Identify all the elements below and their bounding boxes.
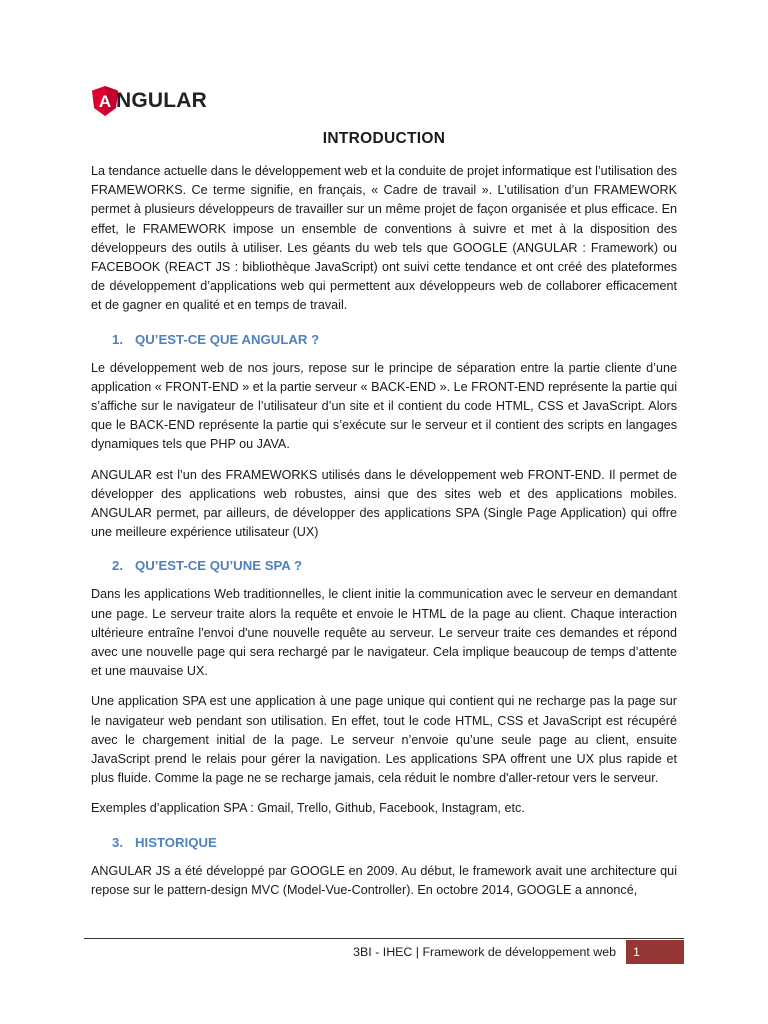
paragraph: Exemples d’application SPA : Gmail, Trello, Github, Facebook, Instagram, etc. bbox=[91, 801, 525, 816]
svg-text:A: A bbox=[98, 92, 112, 111]
section-heading-3: 3. HISTORIQUE bbox=[112, 834, 217, 850]
paragraph: Dans les applications Web traditionnelles, le client initie la communication avec le serveur en demandant une page. Le serveur traite alors la requête et envoie le HTML de la page au client. Chaque interaction ultérieure entraîne l'envoi d'une nouvelle requête au serveur. Le serveur traite ces demandes et répond avec une nouvelle page qui sera rechargé par le navigateur. Cela implique beaucoup de temps d’attente et une mauvaise UX. bbox=[91, 587, 677, 679]
footer-divider bbox=[84, 938, 684, 939]
page-footer bbox=[353, 940, 684, 964]
paragraph: Le développement web de nos jours, repose sur le principe de séparation entre la partie cliente d’une application « FRONT-END » et la partie serveur « BACK-END ». Le FRONT-END représente la partie qui s’affiche sur le navigateur de l’utilisateur d’un site et il contient du code HTML, CSS et JavaScript. Alors que le BACK-END représente la partie qui s’exécute sur le serveur et il contient des scripts en langages dynamiques tels que PHP ou JAVA. bbox=[91, 360, 677, 452]
section-heading-1: 1. QU’EST-CE QUE ANGULAR ? bbox=[112, 331, 320, 347]
footer-text: 3BI - IHEC | Framework de développement web bbox=[353, 945, 616, 959]
document-body bbox=[91, 128, 677, 911]
angular-shield-icon bbox=[92, 86, 118, 116]
page-number: 1 bbox=[626, 940, 684, 964]
page-title: INTRODUCTION bbox=[322, 130, 446, 147]
paragraph: Une application SPA est une application à une page unique qui contient qui ne recharge pas la page sur le navigateur web pendant son utilisation. En effet, tout le code HTML, CSS et JavaScript est récupéré avec le chargement initial de la page. Le serveur n’envoie qu’une seule page au client, ensuite JavaScript prend le relais pour gérer la navigation. Les applications SPA offrent une UX plus rapide et plus fluide. Comme la page ne se recharge jamais, cela réduit le nombre d'aller-retour vers le serveur. bbox=[91, 694, 677, 786]
angular-logo bbox=[92, 86, 207, 116]
paragraph: ANGULAR JS a été développé par GOOGLE en 2009. Au début, le framework avait une architecture qui repose sur le pattern-design MVC (Model-Vue-Controller). En octobre 2014, GOOGLE a annoncé, bbox=[91, 863, 677, 897]
paragraph: ANGULAR est l’un des FRAMEWORKS utilisés dans le développement web FRONT-END. Il permet de développer des applications web robustes, ainsi que des sites web et des applications mobiles. ANGULAR permet, par ailleurs, de développer des applications SPA (Single Page Application) qui offre une meilleure expérience utilisateur (UX) bbox=[91, 467, 677, 540]
intro-paragraph: La tendance actuelle dans le développement web et la conduite de projet informatique est l’utilisation des FRAMEWORKS. Ce terme signifie, en français, « Cadre de travail ». L’utilisation d’un FRAMEWORK permet à plusieurs développeurs de travailler sur un même projet de façon organisée et plus efficace. En effet, le FRAMEWORK impose un ensemble de conventions à suivre et met à la disposition des développeurs des outils à utiliser. Les géants du web tels que GOOGLE (ANGULAR : Framework) ou FACEBOOK (REACT JS : bibliothèque JavaScript) ont suivi cette tendance et ont créé des plateformes de développement d’applications web qui permettent aux développeurs web de collaborer efficacement et de gagner en qualité et en temps de travail. bbox=[91, 164, 677, 313]
section-heading-2: 2. QU’EST-CE QU’UNE SPA ? bbox=[112, 558, 303, 574]
logo-text: NGULAR bbox=[116, 89, 208, 112]
